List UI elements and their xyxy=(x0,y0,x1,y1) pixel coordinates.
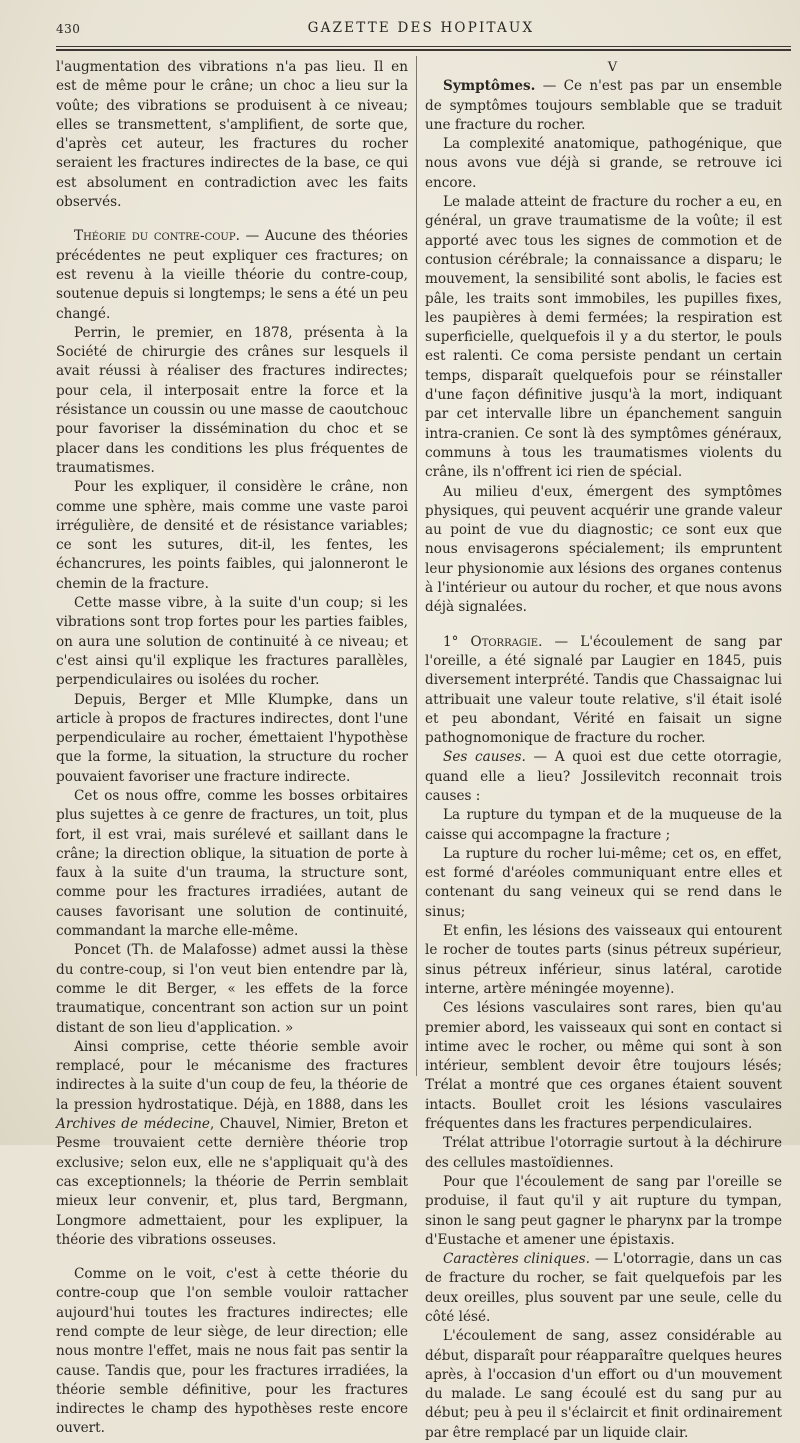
left-column xyxy=(56,58,408,1439)
paragraph: Depuis, Berger et Mlle Klumpke, dans un article à propos de fractures indirectes, dont l'une perpendiculaire au rocher, émettaient l'hypothèse que la forme, la situation, la structure du rocher pouvaient favoriser une fracture indirecte. xyxy=(56,691,408,785)
paragraph: Au milieu d'eux, émergent des symptômes physiques, qui peuvent acquérir une grande valeur au point de vue du diagnostic; ce sont eux que nous envisagerons spécialement; ils empruntent leur physionomie aux lésions des organes contenus à l'intérieur ou autour du rocher, et que nous avons déjà signalées. xyxy=(425,483,782,616)
paragraph: Comme on le voit, c'est à cette théorie du contre-coup que l'on semble vouloir rattacher aujourd'hui toutes les fractures indirectes; elle rend compte de leur siège, de leur direction; elle nous montre l'effet, mais ne nous fait pas sentir la cause. Tandis que, pour les fractures irradiées, la théorie semble définitive, pour les fractures indirectes le champ des hypothèses reste encore ouvert. xyxy=(56,1266,408,1437)
subheading: Caractères cliniques. xyxy=(443,1251,590,1268)
paragraph: Le malade atteint de fracture du rocher a eu, en général, un grave traumatisme de la voûte; il est apporté avec tous les signes de commotion et de contusion cérébrale; la connaissance a disparu; le mouvement, la sensibilité sont abolis, le facies est pâle, les traits sont immobiles, les pupilles fixes, les paupières à demi fermées; la respiration est superficielle, quelquefois il y a du stertor, le pouls est ralenti. Ce coma persiste pendant un certain temps, disparaît quelquefois pour se réinstaller d'une façon définitive jusqu'à la mort, indiquant par cet intervalle libre un épanchement sanguin intra-cranien. Ce sont là des symptômes généraux, communs à tous les traumatismes violents du crâne, ils n'offrent ici rien de spécial. xyxy=(425,194,782,481)
paragraph: La complexité anatomique, pathogénique, que nous avons vue déjà si grande, se retrouve ici encore. xyxy=(425,136,782,191)
page-header xyxy=(56,20,786,42)
paragraph: L'écoulement de sang, assez considérable au début, disparaît pour réapparaître quelques heures après, à l'occasion d'un effort ou d'un mouvement du malade. Le sang écoulé est du sang pur au début; peu à peu il s'éclaircit et finit ordinairement par être remplacé par un liquide clair. xyxy=(425,1328,782,1441)
paragraph: Et enfin, les lésions des vaisseaux qui entourent le rocher de toutes parts (sinus pétreux supérieur, sinus pétreux inférieur, sinus latéral, carotide interne, artère méningée moyenne). xyxy=(425,923,782,997)
section-heading: Symptômes. xyxy=(443,78,536,95)
section-number: V xyxy=(607,60,618,75)
list-number: 1° xyxy=(443,633,471,650)
section-heading: Otorragie. xyxy=(470,633,543,650)
column-divider xyxy=(416,56,417,1076)
paragraph-text: — L'écoulement de sang par l'oreille, a été signalé par Laugier en 1845, puis diversement interprété. Tandis que Chassaignac lui attribuait une valeur toute relative, s'il était isolé et peu abondant, Vérité en faisait un signe pathognomonique de fracture du rocher. xyxy=(425,633,782,747)
paragraph xyxy=(56,1038,408,1250)
paragraph-text: — Ce n'est pas par un ensemble de symptômes toujours semblable que se traduit une fracture du rocher. xyxy=(425,78,782,133)
paragraph-text: — A quoi est due cette otorragie, quand elle a lieu? Jossilevitch reconnait trois causes : xyxy=(425,749,782,804)
journal-reference: Archives de médecine xyxy=(56,1116,210,1133)
paragraph-otorragie xyxy=(425,633,782,749)
paragraph: Cet os nous offre, comme les bosses orbitaires plus sujettes à ce genre de fractures, un toit, plus fort, il est vrai, mais surélevé et saillant dans le crâne; la direction oblique, la situation de porte à faux à la suite d'un trauma, la structure sont, comme pour les fractures irradiées, autant de causes favorisant une solution de continuité, commandant la marche elle-même. xyxy=(56,787,408,940)
paragraph-text: — L'otorragie, dans un cas de fracture du rocher, se fait quelquefois par les deux oreilles, plus souvent par une seule, celle du côté lésé. xyxy=(425,1251,782,1325)
paragraph-symptomes xyxy=(425,77,782,135)
subheading: Ses causes. xyxy=(443,749,526,766)
paragraph-text: , Chauvel, Nimier, Breton et Pesme trouvaient cette dernière théorie trop exclusive; selon eux, elle ne s'appliquait qu'à des cas exceptionnels; la théorie de Perrin semblait mieux leur convenir, et, plus tard, Bergmann, Longmore admettaient, pour les explipuer, la théorie des vibrations osseuses. xyxy=(56,1116,408,1248)
paragraph xyxy=(425,748,782,806)
right-column xyxy=(425,58,782,1443)
paragraph: Cette masse vibre, à la suite d'un coup; si les vibrations sont trop fortes pour les parties faibles, on aura une solution de continuité à ce niveau; et c'est ainsi qu'il explique les fractures parallèles, perpendiculaires ou isolées du rocher. xyxy=(56,595,408,689)
paragraph: Trélat attribue l'otorragie surtout à la déchirure des cellules mastoïdiennes. xyxy=(425,1135,782,1171)
paragraph: l'augmentation des vibrations n'a pas lieu. Il en est de même pour le crâne; un choc a lieu sur la voûte; des vibrations se produisent à ce niveau; elles se transmettent, s'amplifient, de sorte que, d'après cet auteur, les fractures du rocher seraient les fractures indirectes de la base, ce qui est absolument en contradiction avec les faits observés. xyxy=(56,59,408,211)
header-rule-thin xyxy=(56,46,791,47)
section-heading: Théorie du contre-coup. xyxy=(74,228,240,245)
paragraph: Poncet (Th. de Malafosse) admet aussi la thèse du contre-coup, si l'on veut bien entendre par là, comme le dit Berger, « les effets de la force traumatique, concentrant son action sur un point distant de son lieu d'application. » xyxy=(56,942,408,1036)
paragraph: Pour que l'écoulement de sang par l'oreille se produise, il faut qu'il y ait rupture du tympan, sinon le sang peut gagner le pharynx par la trompe d'Eustache et amener une épistaxis. xyxy=(425,1173,782,1248)
header-rule-thick xyxy=(56,49,791,51)
paragraph: La rupture du tympan et de la muqueuse de la caisse qui accompagne la fracture ; xyxy=(425,807,782,843)
paragraph-text: — Aucune des théories précédentes ne peut expliquer ces fractures; on est revenu à la vieille théorie du contre-coup, soutenue depuis si longtemps; le sens a été un peu changé. xyxy=(56,228,409,322)
paragraph-text: Ainsi comprise, cette théorie semble avoir remplacé, pour le mécanisme des fractures indirectes à la suite d'un coup de feu, la théorie de la pression hydrostatique. Déjà, en 1888, dans les xyxy=(56,1038,408,1113)
page-number: 430 xyxy=(56,22,81,36)
paragraph xyxy=(425,1250,782,1327)
paragraph: La rupture du rocher lui-même; cet os, en effet, est formé d'aréoles communiquant entre elles et contenant du sang veineux qui se rend dans le sinus; xyxy=(425,845,782,920)
journal-title: GAZETTE DES HOPITAUX xyxy=(307,20,535,36)
paragraph: Ces lésions vasculaires sont rares, bien qu'au premier abord, les vaisseaux qui sont en contact si intime avec le rocher, ou même qui sont à son intérieur, semblent devoir être toujours lésés; Trélat a montré que ces organes étaient souvent intacts. Boullet croit les lésions vasculaires fréquentes dans les fractures perpendiculaires. xyxy=(425,1000,782,1133)
paragraph: Pour les expliquer, il considère le crâne, non comme une sphère, mais comme une vaste paroi irrégulière, de densité et de résistance variables; ce sont les sutures, dit-il, les fentes, les échancrures, les points faibles, qui jalonneront le chemin de la fracture. xyxy=(56,479,408,592)
paragraph-contre-coup xyxy=(56,227,408,323)
paragraph: Perrin, le premier, en 1878, présenta à la Société de chirurgie des crânes sur lesquels il avait réussi à réaliser des fractures indirectes; pour cela, il interposait entre la force et la résistance un coussin ou une masse de caoutchouc pour favoriser la dissémination du choc et se placer dans les conditions les plus fréquentes de traumatismes. xyxy=(56,324,408,476)
